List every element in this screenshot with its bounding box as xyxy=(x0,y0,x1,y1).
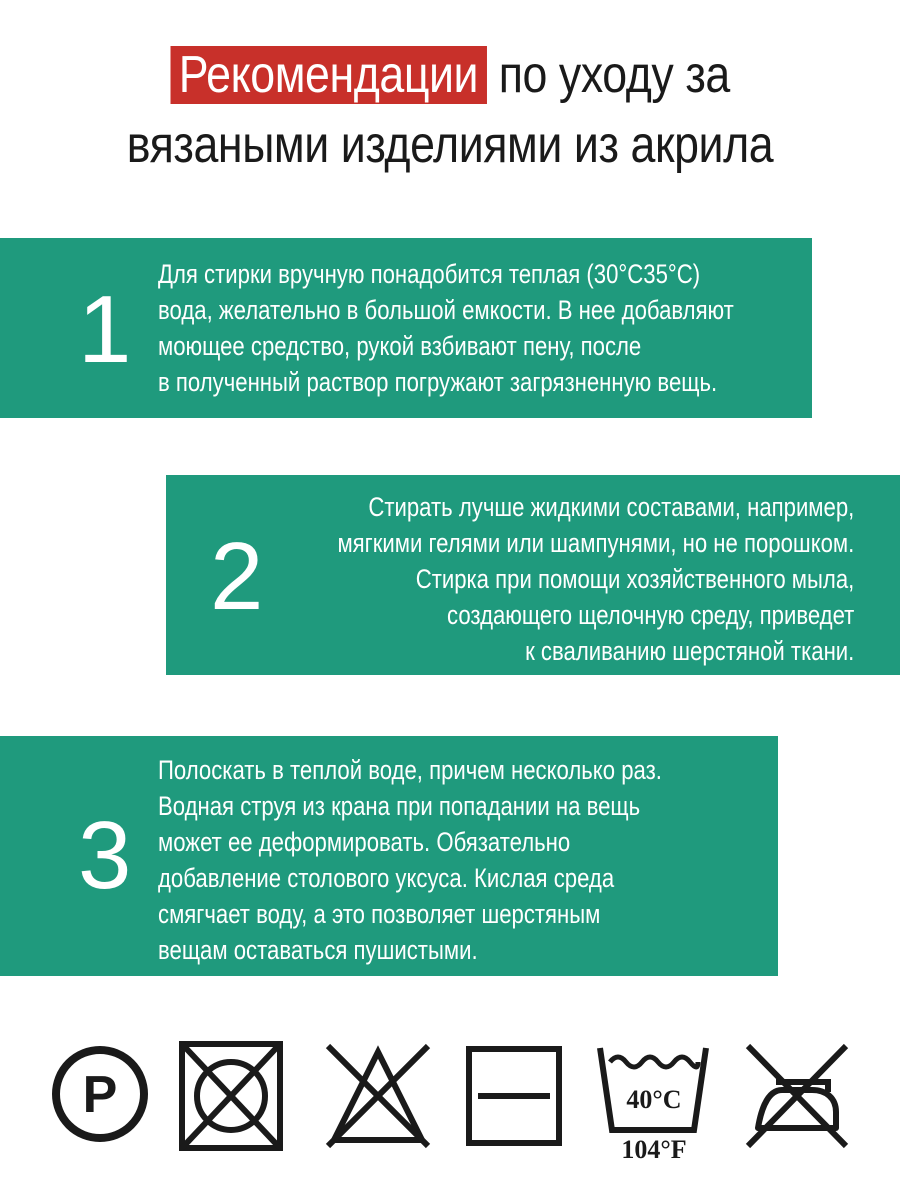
no-bleach-icon xyxy=(322,1040,434,1152)
step-text-line: добавление столового уксуса. Кислая среда xyxy=(158,863,615,893)
step-text-line: смягчает воду, а это позволяет шерстяным xyxy=(158,899,601,929)
step-text-line: Стирка при помощи хозяйственного мыла, xyxy=(415,564,854,594)
dry-flat-icon xyxy=(466,1046,562,1146)
step-number: 2 xyxy=(210,523,264,630)
step-text-line: мягкими гелями или шампунями, но не порошком. xyxy=(337,528,854,558)
no-tumble-dry-icon xyxy=(178,1040,284,1152)
no-iron-icon xyxy=(742,1040,852,1152)
step-text-line: вода, желательно в большой емкости. В нее добавляют xyxy=(158,295,734,325)
step-text xyxy=(158,256,734,400)
wash-40-icon xyxy=(594,1040,714,1166)
step-text-line: создающего щелочную среду, приведет xyxy=(446,600,854,630)
wash-celsius-label: 40°C xyxy=(626,1085,682,1114)
care-icons-row xyxy=(0,1030,900,1170)
step-text-line: моющее средство, рукой взбивают пену, после xyxy=(158,331,642,361)
wash-fahrenheit-label: 104°F xyxy=(621,1135,687,1164)
title-highlight: Рекомендации xyxy=(170,46,487,104)
step-number: 1 xyxy=(78,276,132,383)
step-text-line: к сваливанию шерстяной ткани. xyxy=(524,636,854,666)
step-number: 3 xyxy=(78,802,132,909)
step-text-line: Стирать лучше жидкими составами, например, xyxy=(368,492,854,522)
title-line-1 xyxy=(63,40,837,110)
step-text-line: Полоскать в теплой воде, причем несколько раз. xyxy=(158,755,662,785)
care-step-3 xyxy=(0,736,778,976)
step-text xyxy=(158,752,662,968)
professional-cleaning-letter: P xyxy=(82,1066,118,1124)
care-step-1 xyxy=(0,238,812,418)
step-text-line: может ее деформировать. Обязательно xyxy=(158,827,571,857)
care-step-2 xyxy=(166,475,900,675)
page-title xyxy=(63,40,837,180)
step-text-line: вещам оставаться пушистыми. xyxy=(158,935,478,965)
title-line-2: вязаными изделиями из акрила xyxy=(126,116,774,174)
step-text xyxy=(337,489,854,669)
step-text-line: Для стирки вручную понадобится теплая (30°С35°С) xyxy=(158,259,701,289)
step-text-line: Водная струя из крана при попадании на вещь xyxy=(158,791,641,821)
step-text-line: в полученный раствор погружают загрязненную вещь. xyxy=(158,367,718,397)
professional-cleaning-icon xyxy=(50,1044,150,1144)
title-line-1-rest: по уходу за xyxy=(486,46,730,104)
